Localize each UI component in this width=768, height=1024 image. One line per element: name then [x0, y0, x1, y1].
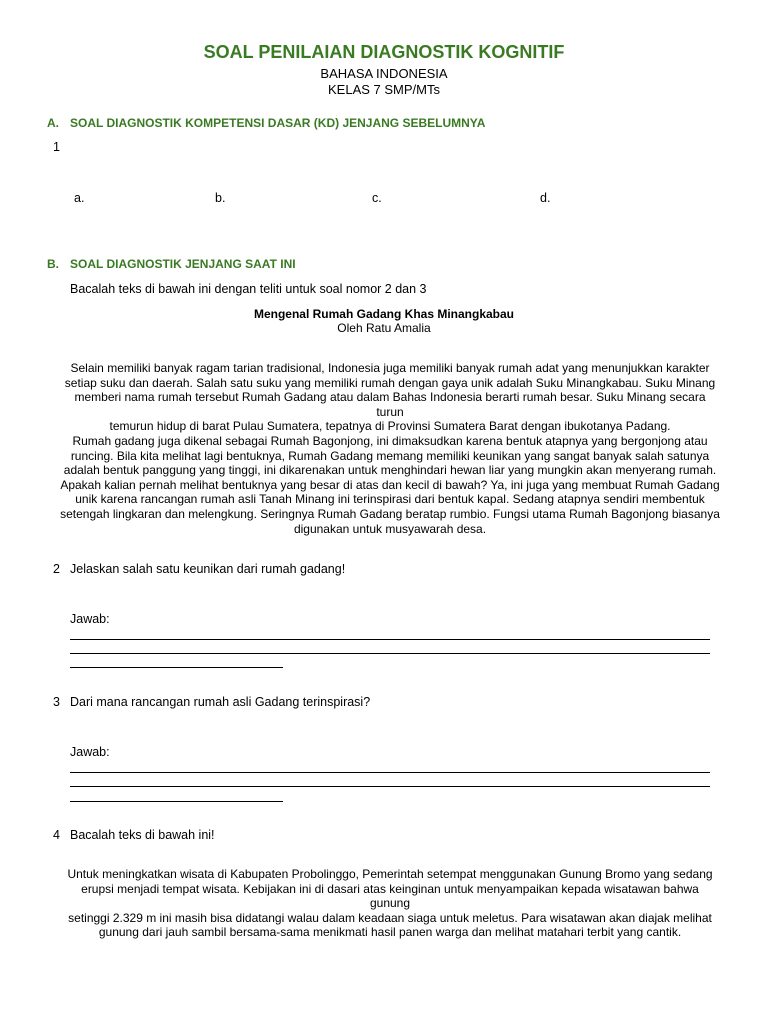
- reading-line: adalah bentuk panggung yang tinggi, ini dikarenakan untuk menghindari hewan liar yang mungkin akan menyerang rumah.: [63, 463, 717, 478]
- reading-line: unik karena rancangan rumah asli Tanah Minang ini terinspirasi dari bentuk kapal. Sedang atapnya sendiri membentuk: [75, 492, 705, 507]
- reading-line: Rumah gadang juga dikenal sebagai Rumah Bagonjong, ini dimaksudkan karena bentuk atapnya yang bergonjong atau: [72, 433, 708, 448]
- question-2-text: Jelaskan salah satu keunikan dari rumah gadang!: [70, 562, 346, 576]
- option-d: d.: [540, 191, 551, 205]
- section-b-letter: B.: [47, 257, 59, 271]
- reading-passage: [60, 361, 720, 536]
- section-a-letter: A.: [47, 116, 59, 130]
- reading-line: setengah lingkaran dan melengkung. Seringnya Rumah Gadang beratap rumbio. Fungsi utama Rumah Bagonjong biasanya: [60, 506, 720, 521]
- reading-instruction: Bacalah teks di bawah ini dengan teliti untuk soal nomor 2 dan 3: [70, 282, 427, 296]
- question-2-number: 2: [53, 562, 60, 576]
- reading-line: gunung dari jauh sambil bersama-sama menikmati hasil panen warga dan melihat matahari terbit yang cantik.: [98, 925, 682, 940]
- answer-line[interactable]: [70, 653, 710, 654]
- answer-line[interactable]: [70, 639, 710, 640]
- reading-line: temurun hidup di barat Pulau Sumatera, tepatnya di Provinsi Sumatera Barat dengan ibukotanya Padang.: [109, 419, 671, 434]
- question-4-number: 4: [53, 828, 60, 842]
- reading-line: setinggi 2.329 m ini masih bisa didatangi walau dalam keadaan siaga untuk meletus. Para wisatawan akan diajak melihat: [68, 910, 712, 925]
- reading-line: digunakan untuk musyawarah desa.: [293, 521, 487, 536]
- option-c: c.: [372, 191, 382, 205]
- reading-line: setiap suku dan daerah. Salah satu suku yang memiliki rumah dengan gaya unik adalah Suku Minangkabau. Suku Minang: [64, 375, 716, 390]
- reading-line: runcing. Bila kita melihat lagi bentuknya, Rumah Gadang memang memiliki keunikan yang sangat banyak salah satunya: [70, 448, 710, 463]
- option-b: b.: [215, 191, 226, 205]
- question-2-answer-label: Jawab:: [70, 612, 110, 626]
- answer-line[interactable]: [70, 667, 283, 668]
- option-a: a.: [74, 191, 85, 205]
- question-3-number: 3: [53, 695, 60, 709]
- reading-line: Apakah kalian pernah melihat bentuknya yang besar di atas dan kecil di bawah? Ya, ini juga yang membuat Rumah Gadang: [60, 477, 720, 492]
- answer-line[interactable]: [70, 801, 283, 802]
- question-1-number: 1: [53, 140, 60, 154]
- grade-label: KELAS 7 SMP/MTs: [328, 82, 440, 97]
- answer-line[interactable]: [70, 786, 710, 787]
- subject-label: BAHASA INDONESIA: [320, 66, 448, 81]
- reading-line: Selain memiliki banyak ragam tarian tradisional, Indonesia juga memiliki banyak rumah adat yang menunjukkan karakter: [70, 361, 710, 375]
- answer-line[interactable]: [70, 772, 710, 773]
- question-4-text: Bacalah teks di bawah ini!: [70, 828, 215, 842]
- reading-line: Untuk meningkatkan wisata di Kabupaten Probolinggo, Pemerintah setempat menggunakan Gunung Bromo yang sedang: [67, 867, 713, 881]
- document-title: SOAL PENILAIAN DIAGNOSTIK KOGNITIF: [203, 42, 565, 62]
- section-b-heading: SOAL DIAGNOSTIK JENJANG SAAT INI: [70, 257, 296, 271]
- reading-author: Oleh Ratu Amalia: [337, 321, 431, 335]
- reading-line: memberi nama rumah tersebut Rumah Gadang atau dalam Bahas Indonesia berarti rumah besar. Suku Minang secara turun: [74, 390, 706, 419]
- reading-title: Mengenal Rumah Gadang Khas Minangkabau: [253, 307, 515, 321]
- section-a-heading: SOAL DIAGNOSTIK KOMPETENSI DASAR (KD) JENJANG SEBELUMNYA: [70, 116, 486, 130]
- reading-line: erupsi menjadi tempat wisata. Kebijakan ini di dasari atas keinginan untuk menyampaikan kepada wisatawan bahwa gunung: [81, 881, 699, 911]
- question-3-text: Dari mana rancangan rumah asli Gadang terinspirasi?: [70, 695, 371, 709]
- question-3-answer-label: Jawab:: [70, 745, 110, 759]
- q4-reading-passage: [60, 867, 720, 940]
